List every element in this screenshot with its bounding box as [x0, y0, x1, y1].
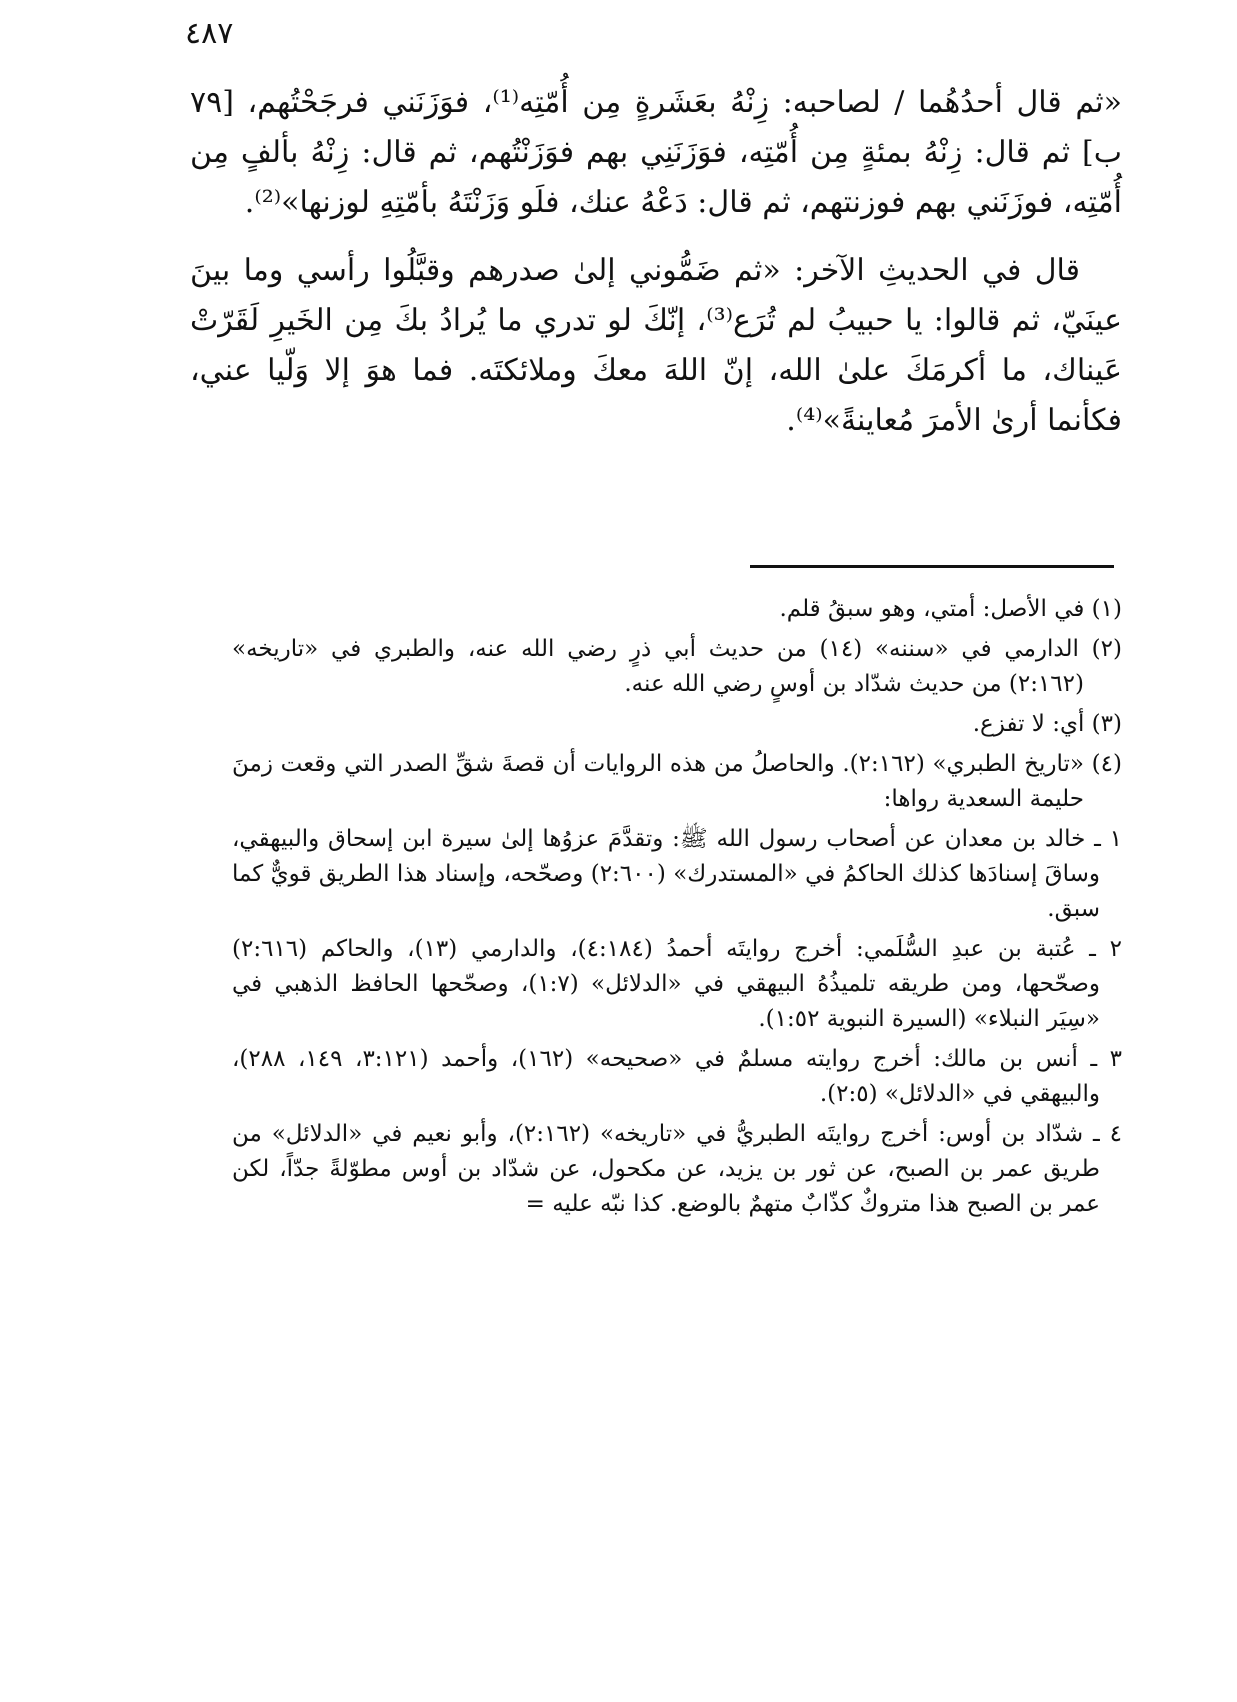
main-text — [190, 78, 1122, 446]
footnote-3: (٣) أي: لا تفزع. — [972, 711, 1122, 737]
footnote-sub-item-3: ٣ ـ أنس بن مالك: أخرج روايته مسلمٌ في «صحيحه» (١٦٢)، وأحمد (٣:١٢١، ١٤٩، ٢٨٨)، والبيهقي في «الدلائل» (٢:٥). — [232, 1046, 1122, 1107]
footnote-4: (٤) «تاريخ الطبري» (٢:١٦٢). والحاصلُ من هذه الروايات أن قصةَ شقِّ الصدر التي وقعت زمنَ حليمة السعدية رواها: — [232, 751, 1122, 812]
footnote-separator — [750, 565, 1114, 568]
footnote-sub-item-4: ٤ ـ شدّاد بن أوس: أخرج روايتَه الطبريُّ في «تاريخه» (٢:١٦٢)، وأبو نعيم في «الدلائل» من طريق عمر بن الصبح، عن ثور بن يزيد، عن مكحول، عن شدّاد بن أوس مطوّلةً جدّاً، لكن عمر بن الصبح هذا متروكٌ كذّابٌ متهمٌ بالوضع. كذا نبّه عليه = — [232, 1121, 1122, 1217]
main-paragraph-2: قال في الحديثِ الآخر: «ثم ضَمُّوني إلىٰ صدرهم وقبَّلُوا رأسي وما بينَ عينَيّ، ثم قالوا: يا حبيبُ لم تُرَع⁽³⁾، إنّكَ لو تدري ما يُرادُ بكَ مِن الخَيرِ لَقَرّتْ عَيناك، ما أكرمَكَ علىٰ الله، إنّ اللهَ معكَ وملائكتَه. فما هوَ إلا وَلّيا عني، فكأنما أرىٰ الأمرَ مُعاينةً»⁽⁴⁾. — [190, 253, 1122, 438]
main-paragraph-1: «ثم قال أحدُهُما / لصاحبه: زِنْهُ بعَشَرةٍ مِن أُمّتِه⁽¹⁾، فوَزَنَني فرجَحْتُهم، [٧٩ ب] ثم قال: زِنْهُ بمئةٍ مِن أُمّتِه، فوَزَنَنِي بهم فوَزَنْتُهم، ثم قال: زِنْهُ بألفٍ مِن أُمّتِه، فوزَنَني بهم فوزنتهم، ثم قال: دَعْهُ عنك، فلَو وَزَنْتَهُ بأمّتِهِ لوزنها»⁽²⁾. — [190, 85, 1122, 220]
footnote-1: (١) في الأصل: أمتي، وهو سبقُ قلم. — [779, 596, 1122, 622]
page-number: ٤٨٧ — [185, 16, 234, 51]
footnote-2: (٢) الدارمي في «سننه» (١٤) من حديث أبي ذرٍ رضي الله عنه، والطبري في «تاريخه» (٢:١٦٢) من حديث شدّاد بن أوسٍ رضي الله عنه. — [232, 636, 1122, 697]
footnote-sub-item-1: ١ ـ خالد بن معدان عن أصحاب رسول الله ﷺ: وتقدَّمَ عزوُها إلىٰ سيرة ابن إسحاق والبيهقي، وساقَ إسنادَها كذلك الحاكمُ في «المستدرك» (٢:٦٠٠) وصحّحه، وإسناد هذا الطريق قويٌّ كما سبق. — [232, 826, 1122, 922]
footnotes — [232, 592, 1122, 1227]
footnote-sub-item-2: ٢ ـ عُتبة بن عبدِ السُّلَمي: أخرج روايتَه أحمدُ (٤:١٨٤)، والدارمي (١٣)، والحاكم (٢:٦١٦) وصحّحها، ومن طريقه تلميذُهُ البيهقي في «الدلائل» (١:٧)، وصحّحها الحافظ الذهبي في «سِيَر النبلاء» (السيرة النبوية ١:٥٢). — [232, 936, 1122, 1032]
